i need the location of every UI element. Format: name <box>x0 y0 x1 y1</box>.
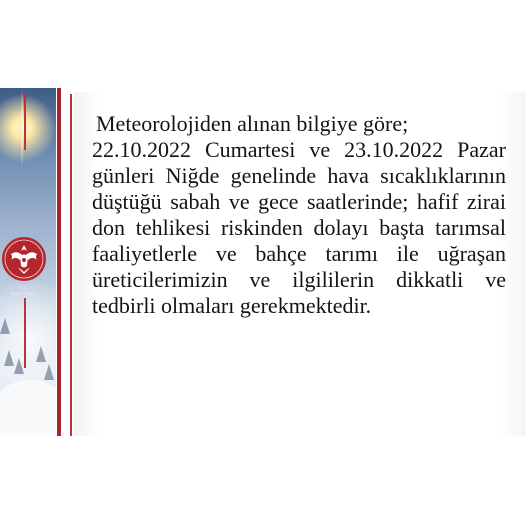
announcement-intro: Meteorolojiden alınan bilgiye göre; <box>96 111 409 136</box>
sun-ray <box>21 88 23 168</box>
winter-landscape-image <box>0 88 56 436</box>
decorative-red-line <box>57 88 61 436</box>
decorative-line <box>24 298 26 368</box>
snowbank <box>0 380 56 436</box>
announcement-card <box>0 88 526 436</box>
announcement-text <box>92 111 506 319</box>
emblem-caption-line: T.C. <box>20 286 28 291</box>
tree <box>0 318 10 334</box>
announcement-body: 22.10.2022 Cumartesi ve 23.10.2022 Pazar günleri Niğde genelinde hava sıcaklıklarının düştüğü sabah ve gece saatlerinde; hafif zirai don tehlikesi riskinden dolayı başta tarımsal faaliyetlerle ve bahçe tarımı ile uğraşan üreticilerimizin ve ilgililerin dikkatli ve tedbirli olmaları gerekmektedir. <box>92 137 506 318</box>
decorative-line <box>24 94 26 150</box>
emblem-caption <box>0 286 48 296</box>
tree <box>36 346 46 362</box>
decorative-red-line <box>70 94 72 436</box>
niğde-valiliği-emblem-icon <box>1 236 47 282</box>
emblem-caption-line: Niğde Valiliği <box>11 291 37 296</box>
tree <box>4 350 14 366</box>
tree <box>14 358 24 374</box>
tree <box>44 364 54 380</box>
